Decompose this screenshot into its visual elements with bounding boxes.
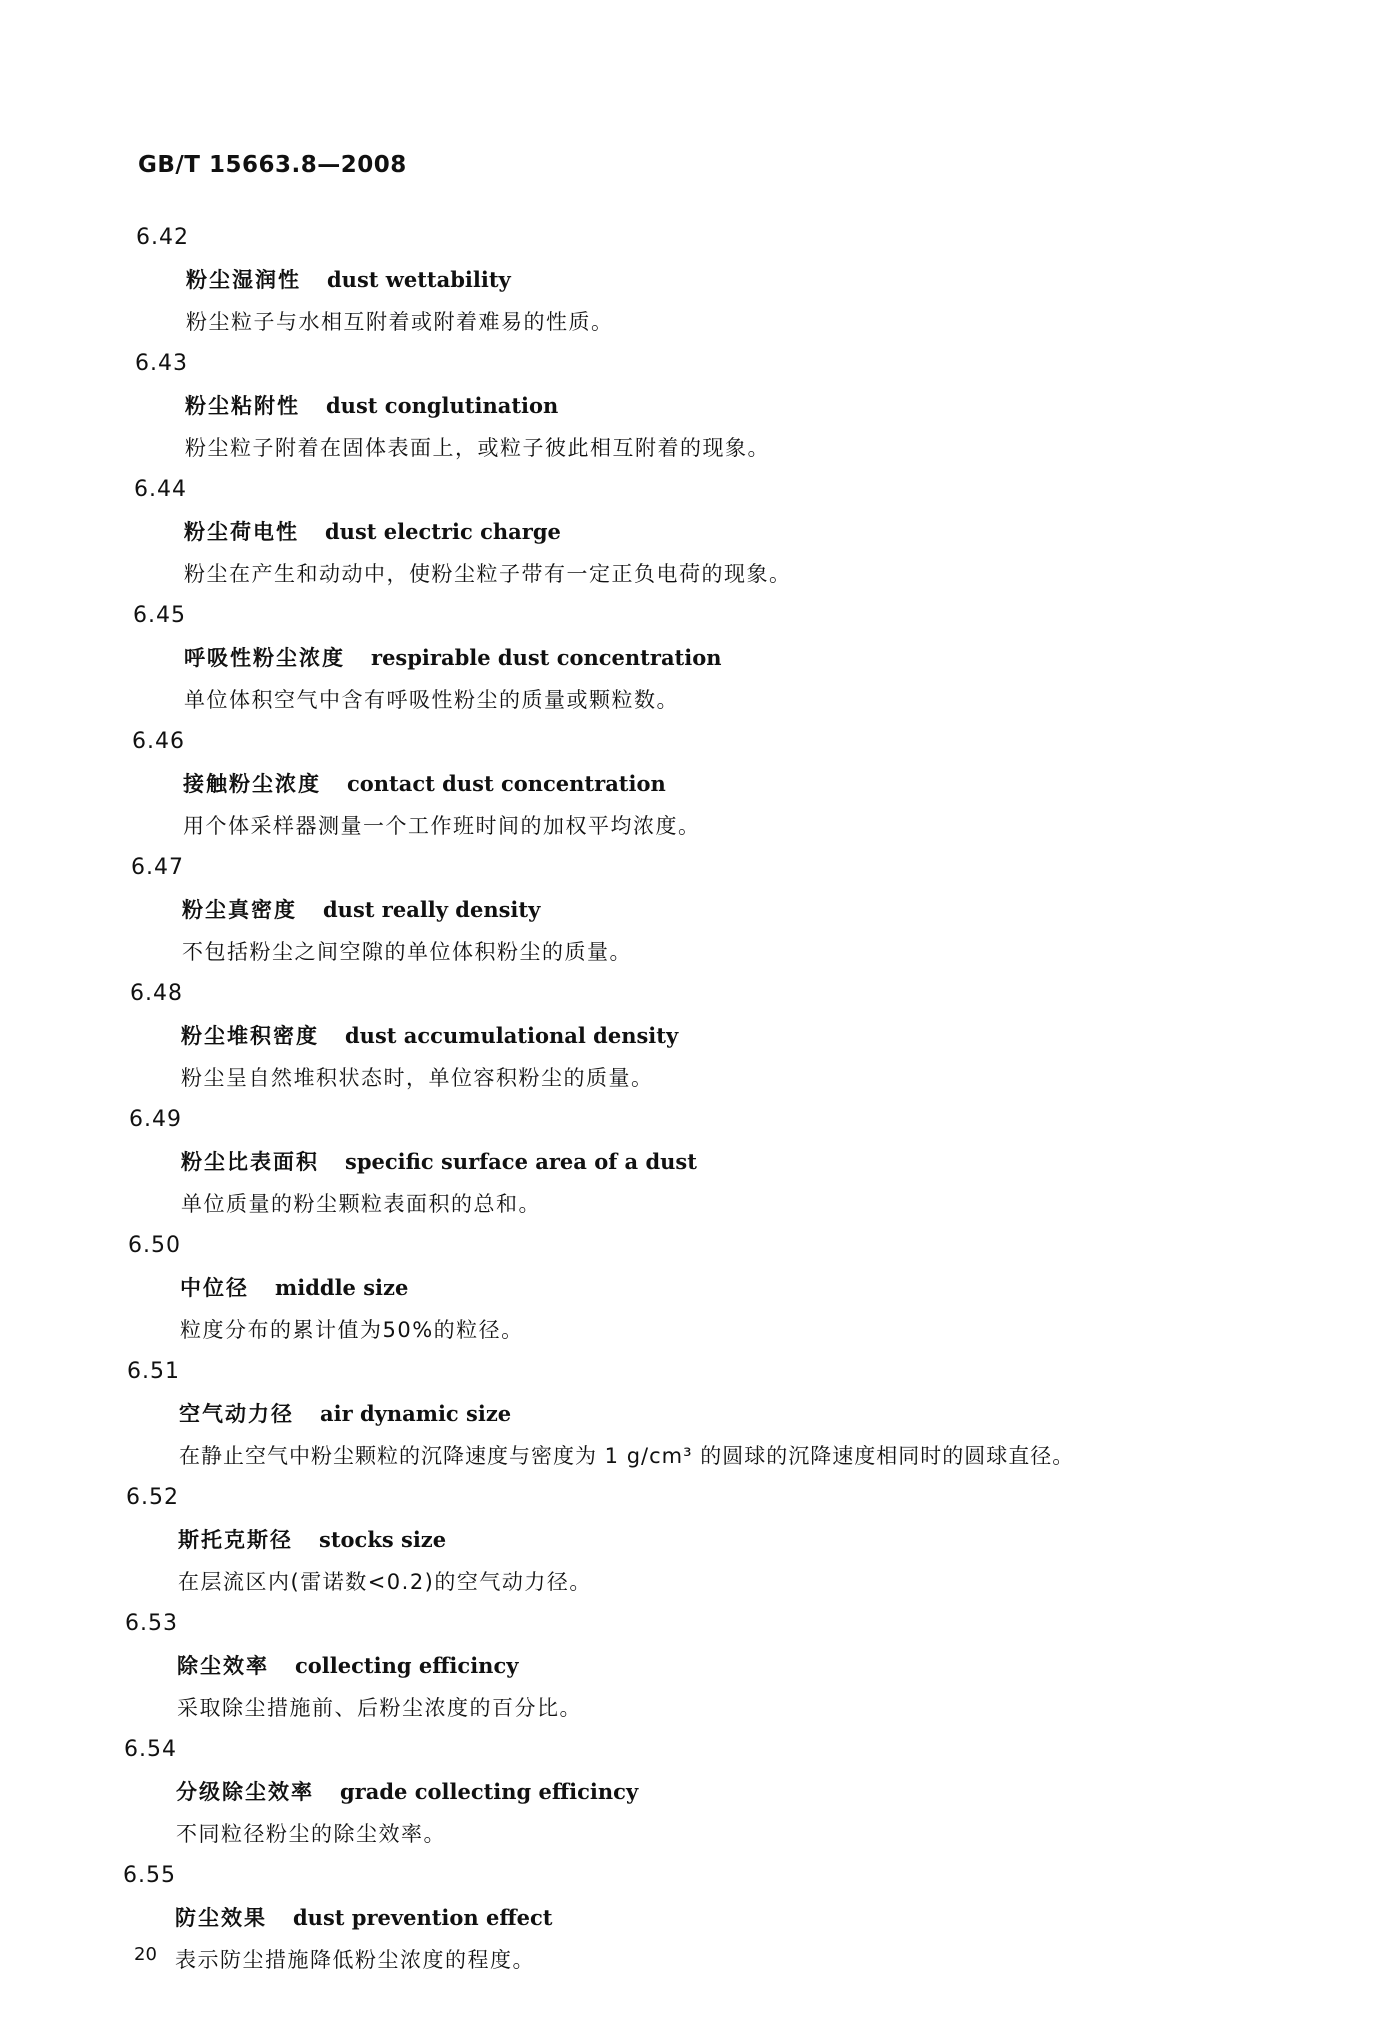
term-chinese: 粉尘真密度 — [182, 898, 297, 922]
term-english: grade collecting efficincy — [340, 1779, 639, 1804]
entry-term — [0, 517, 1394, 547]
entry-definition: 用个体采样器测量一个工作班时间的加权平均浓度。 — [183, 814, 701, 838]
entry-definition: 粉尘在产生和动动中，使粉尘粒子带有一定正负电荷的现象。 — [184, 562, 792, 586]
entry-6-43 — [0, 349, 1394, 463]
term-chinese: 呼吸性粉尘浓度 — [184, 646, 345, 670]
term-chinese: 防尘效果 — [175, 1906, 267, 1930]
term-english: dust accumulational density — [345, 1023, 679, 1048]
entry-definition: 在静止空气中粉尘颗粒的沉降速度与密度为 1 g/cm³ 的圆球的沉降速度相同时的圆球直径。 — [179, 1444, 1075, 1468]
entry-definition: 粉尘粒子附着在固体表面上，或粒子彼此相互附着的现象。 — [185, 436, 770, 460]
entry-6-52 — [0, 1483, 1394, 1597]
term-english: dust electric charge — [325, 519, 561, 544]
entry-definition: 粒度分布的累计值为50%的粒径。 — [180, 1318, 524, 1342]
term-chinese: 斯托克斯径 — [178, 1528, 293, 1552]
term-english: collecting efficincy — [295, 1653, 519, 1678]
page-number: 20 — [134, 1944, 157, 1965]
entry-definition: 粉尘呈自然堆积状态时，单位容积粉尘的质量。 — [181, 1066, 654, 1090]
term-english: specific surface area of a dust — [345, 1149, 697, 1174]
term-chinese: 分级除尘效率 — [176, 1780, 314, 1804]
entry-number: 6.54 — [124, 1737, 177, 1762]
entry-6-45 — [0, 601, 1394, 715]
term-chinese: 空气动力径 — [179, 1402, 294, 1426]
entry-number: 6.45 — [133, 603, 186, 628]
entry-number: 6.49 — [129, 1107, 182, 1132]
term-entries — [0, 223, 1394, 1987]
term-chinese: 接触粉尘浓度 — [183, 772, 321, 796]
term-chinese: 粉尘比表面积 — [181, 1150, 319, 1174]
entry-6-47 — [0, 853, 1394, 967]
entry-6-53 — [0, 1609, 1394, 1723]
term-chinese: 粉尘湿润性 — [186, 268, 301, 292]
entry-definition: 单位体积空气中含有呼吸性粉尘的质量或颗粒数。 — [184, 688, 679, 712]
entry-6-49 — [0, 1105, 1394, 1219]
entry-6-42 — [0, 223, 1394, 337]
entry-number: 6.43 — [135, 351, 188, 376]
entry-term — [0, 1903, 1394, 1933]
standard-id-header: GB/T 15663.8—2008 — [138, 152, 407, 178]
entry-term — [0, 1021, 1394, 1051]
term-english: dust prevention effect — [293, 1905, 553, 1930]
entry-number: 6.55 — [123, 1863, 176, 1888]
entry-6-48 — [0, 979, 1394, 1093]
term-english: middle size — [275, 1275, 409, 1300]
term-english: dust wettability — [327, 267, 511, 292]
entry-term — [0, 1399, 1394, 1429]
term-chinese: 粉尘粘附性 — [185, 394, 300, 418]
entry-term — [0, 1777, 1394, 1807]
entry-term — [0, 769, 1394, 799]
entry-term — [0, 1651, 1394, 1681]
entry-term — [0, 1525, 1394, 1555]
entry-definition: 单位质量的粉尘颗粒表面积的总和。 — [181, 1192, 541, 1216]
entry-number: 6.48 — [130, 981, 183, 1006]
term-english: stocks size — [319, 1527, 447, 1552]
entry-6-46 — [0, 727, 1394, 841]
entry-term — [0, 643, 1394, 673]
entry-number: 6.44 — [134, 477, 187, 502]
term-english: dust really density — [323, 897, 541, 922]
entry-6-50 — [0, 1231, 1394, 1345]
term-english: contact dust concentration — [347, 771, 666, 796]
entry-term — [0, 391, 1394, 421]
term-chinese: 粉尘荷电性 — [184, 520, 299, 544]
entry-term — [0, 265, 1394, 295]
entry-definition: 表示防尘措施降低粉尘浓度的程度。 — [175, 1948, 535, 1972]
term-english: dust conglutination — [326, 393, 559, 418]
entry-definition: 采取除尘措施前、后粉尘浓度的百分比。 — [177, 1696, 582, 1720]
entry-definition: 粉尘粒子与水相互附着或附着难易的性质。 — [186, 310, 614, 334]
entry-6-54 — [0, 1735, 1394, 1849]
entry-definition: 不同粒径粉尘的除尘效率。 — [176, 1822, 446, 1846]
entry-number: 6.46 — [132, 729, 185, 754]
entry-term — [0, 1147, 1394, 1177]
entry-number: 6.47 — [131, 855, 184, 880]
entry-number: 6.52 — [126, 1485, 179, 1510]
entry-6-51 — [0, 1357, 1394, 1471]
term-chinese: 中位径 — [180, 1276, 249, 1300]
entry-6-55 — [0, 1861, 1394, 1975]
entry-6-44 — [0, 475, 1394, 589]
entry-definition: 不包括粉尘之间空隙的单位体积粉尘的质量。 — [182, 940, 632, 964]
entry-number: 6.53 — [125, 1611, 178, 1636]
term-english: air dynamic size — [320, 1401, 512, 1426]
term-chinese: 除尘效率 — [177, 1654, 269, 1678]
term-chinese: 粉尘堆积密度 — [181, 1024, 319, 1048]
entry-number: 6.50 — [128, 1233, 181, 1258]
entry-term — [0, 1273, 1394, 1303]
entry-term — [0, 895, 1394, 925]
entry-number: 6.42 — [136, 225, 189, 250]
term-english: respirable dust concentration — [371, 645, 722, 670]
entry-definition: 在层流区内(雷诺数<0.2)的空气动力径。 — [178, 1570, 592, 1594]
entry-number: 6.51 — [127, 1359, 180, 1384]
